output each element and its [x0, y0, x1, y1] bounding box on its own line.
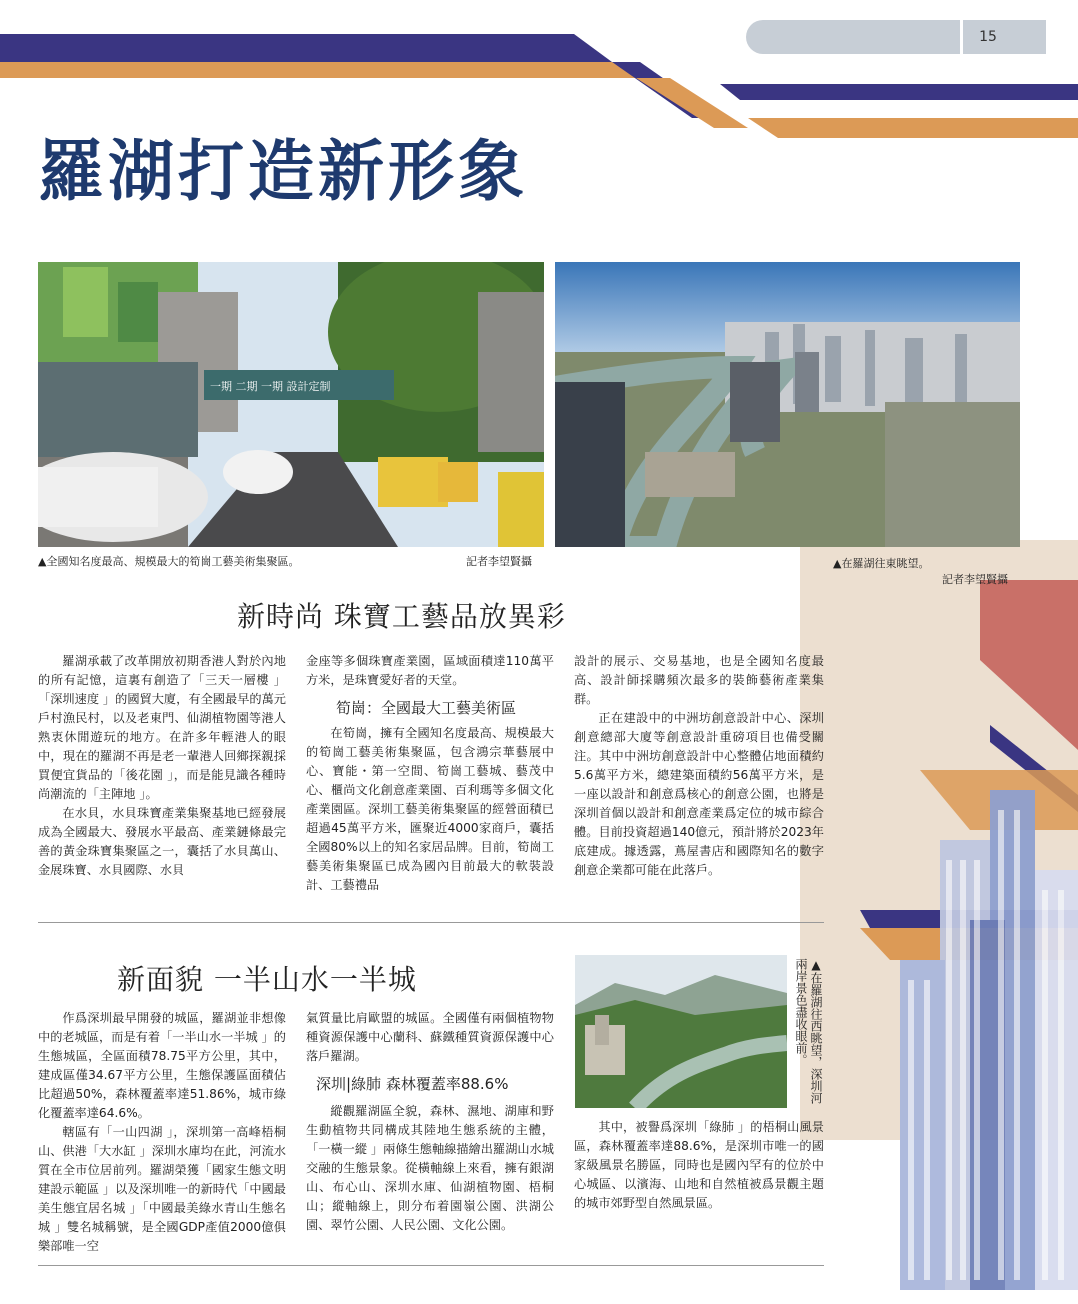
- side-decoration: [800, 540, 1078, 1304]
- section2-column2-body: [306, 1102, 554, 1235]
- section1-col2-top: 金座等多個珠寶產業園，區域面積達110萬平方米，是珠寶愛好者的天堂。: [306, 654, 554, 687]
- section2-col2-para: 縱觀羅湖區全貌，森林、濕地、湖庫和野生動植物共同構成其陸地生態系統的主體，「一橫一縱 」兩條生態軸線描繪出羅湖山水城交融的生態景象。從橫軸線上來看，擁有銀湖山、布心山、深圳水庫、仙湖植物園、梧桐山；縱軸線上，則分布着園嶺公園、洪湖公園、翠竹公園、人民公園、文化公園。: [306, 1104, 554, 1232]
- section1-column2-body: [306, 724, 554, 895]
- section2-column3: [574, 1118, 824, 1213]
- street-photo-caption: ▲全國知名度最高、規模最大的筍崗工藝美術集聚區。: [38, 555, 300, 568]
- section-divider: [38, 922, 824, 923]
- section1-subheading: 筍崗：全國最大工藝美術區: [336, 699, 517, 717]
- section1-column3: [574, 652, 824, 880]
- section2-col2-top: 氣質量比肩歐盟的城區。全國僅有兩個植物物種資源保護中心蘭科、蘇鐵種質資源保護中心落戶羅湖。: [306, 1011, 554, 1063]
- section1-col1-para2: 在水貝，水貝珠寶產業集聚基地已經發展成為全國最大、發展水平最高、產業鏈條最完善的黃金珠寶集聚區之一，囊括了水貝萬山、金展珠寶、水貝國際、水貝: [38, 806, 286, 877]
- section2-col1-para1: 作爲深圳最早開發的城區，羅湖並非想像中的老城區，而是有着「一半山水一半城 」的生態城區，全區面積78.75平方公里，其中，建成區僅34.67平方公里，生態保護區面積佔比超過50%，森林覆蓋率達51.86%，城市綠化覆蓋率達64.6%。: [38, 1011, 286, 1120]
- section2-column2: [306, 1009, 554, 1066]
- mountain-photo-caption: ▲在羅湖往西眺望，深圳河兩岸景色盡收眼前。: [794, 958, 823, 1104]
- mountain-photo: [575, 955, 787, 1108]
- section1-heading: 新時尚 珠寶工藝品放異彩: [237, 600, 566, 633]
- section1-col3-para2: 正在建設中的中洲坊創意設計中心、深圳創意總部大廈等創意設計重磅項目也備受關注。其中中洲坊創意設計中心整體佔地面積約5.6萬平方米，總建築面積約56萬平方米，是一座以設計和創意爲核心的創意公園，也將是深圳首個以設計和創意產業爲定位的城市綜合體。目前投資超過140億元，預計將於2023年底建成。據透露，蔦屋書店和國際知名的數字創意企業都可能在此落戶。: [574, 711, 824, 877]
- river-photo-caption: ▲在羅湖往東眺望。: [833, 557, 930, 570]
- section2-col3-para: 其中，被譽爲深圳「綠肺 」的梧桐山風景區，森林覆蓋率達88.6%，是深圳市唯一的國家級風景名勝區，同時也是國內罕有的位於中心城區、以濱海、山地和自然植被爲景觀主題的城市郊野型自然風景區。: [574, 1120, 824, 1210]
- section1-col2-para: 在筍崗，擁有全國知名度最高、規模最大的筍崗工藝美術集聚區，包含鴻宗華藝展中心、寶能・第一空間、筍崗工藝城、藝茂中心、櫃尚文化創意產業園、百利瑪等多個文化產業園區。深圳工藝美術集聚區的經營面積已超過45萬平方米，匯聚近4000家商戶，囊括全國80%以上的知名家居品牌。目前，筍崗工藝美術集聚區已成為國內目前最大的軟裝設計、工藝禮品: [306, 726, 554, 892]
- section2-heading: 新面貌 一半山水一半城: [117, 963, 417, 996]
- river-photo-credit: 記者李望賢攝: [942, 573, 1008, 586]
- section1-column2: [306, 652, 554, 690]
- page-title: 羅湖打造新形象: [38, 133, 528, 210]
- section1-col3-para1: 設計的展示、交易基地，也是全國知名度最高、設計師採購頻次最多的裝飾藝術產業集群。: [574, 654, 824, 706]
- section2-subheading: 深圳|綠肺 森林覆蓋率88.6%: [316, 1075, 509, 1093]
- page-number: 15: [979, 29, 997, 45]
- section1-col1-para1: 羅湖承載了改革開放初期香港人對於內地的所有記憶，這裏有創造了「三天一層樓 」「深圳速度 」的國貿大廈，有全國最早的萬元戶村漁民村，以及老東門、仙湖植物園等港人熟衷休閒遊玩的地方。在許多年輕港人的眼中，現在的羅湖不再是老一輩港人回鄉探親採買便宜貨品的「後花園 」，而是能見識各種時尚潮流的「主陣地 」。: [38, 654, 286, 801]
- street-photo: [38, 262, 544, 547]
- section2-col1-para2: 轄區有「一山四湖 」，深圳第一高峰梧桐山、供港「大水缸 」深圳水庫均在此，河流水質在全市位居前列。羅湖榮獲「國家生態文明建設示範區 」以及深圳唯一的新時代「中國最美生態宜居名城 」「中國最美綠水青山生態名城 」雙名城稱號，是全國GDP產值2000億俱樂部唯一空: [38, 1125, 286, 1253]
- section1-column1: [38, 652, 286, 880]
- walkway-sign-text: 一期 二期 一期 設計定制: [210, 380, 331, 393]
- street-photo-credit: 記者李望賢攝: [466, 555, 532, 568]
- section2-column1: [38, 1009, 286, 1256]
- river-photo: [555, 262, 1020, 547]
- bottom-rule: [38, 1265, 824, 1266]
